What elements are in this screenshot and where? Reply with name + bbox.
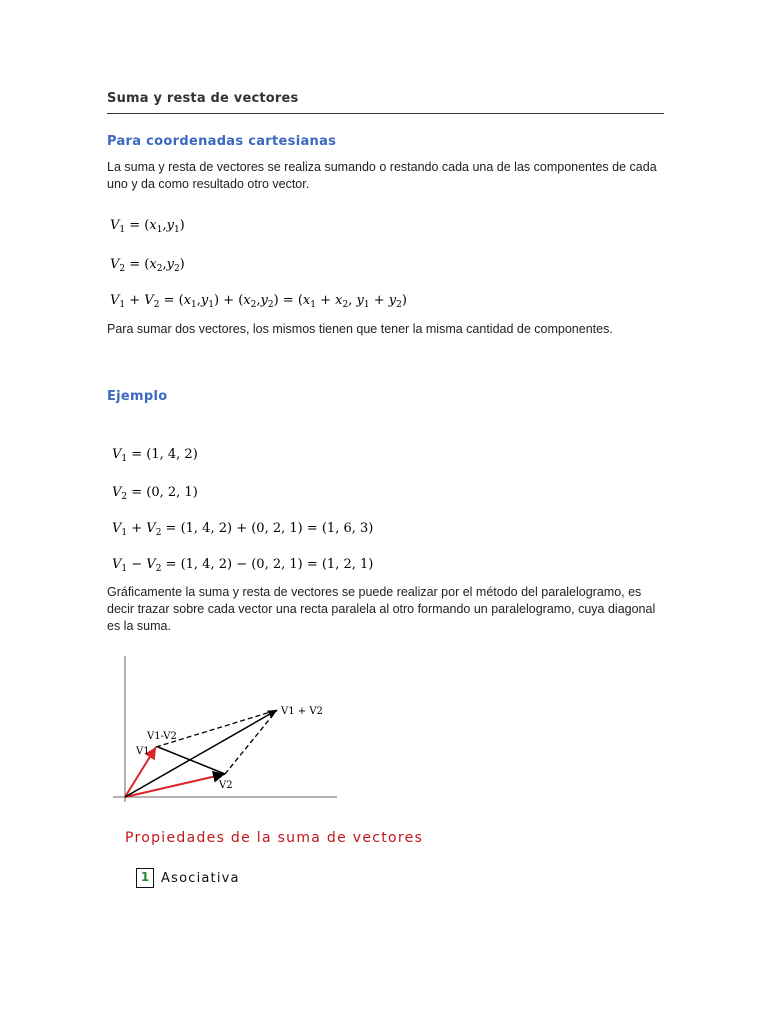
dashed-parallel-v1	[225, 710, 277, 774]
heading-cartesian: Para coordenadas cartesianas	[107, 134, 337, 149]
formula-v1: $V_1 = (x_1,y_1)$	[110, 218, 185, 235]
property-associativa: Asociativa	[161, 871, 240, 886]
vector-v2	[125, 774, 225, 797]
components-note: Para sumar dos vectores, los mismos tienen que tener la misma cantidad de componentes.	[107, 322, 613, 336]
property-number-badge: 1	[136, 868, 154, 888]
example-v1: $V_1 = (1$, 4, 2)	[112, 447, 198, 464]
label-v1-minus-v2: V1-V2	[147, 731, 177, 742]
label-v1: V1	[136, 746, 150, 757]
example-diff: $V_1 - V_2 = (1$, 4, 2) − (0, 2, 1) = (1, 2, 1)	[112, 557, 374, 574]
parallelogram-diagram	[105, 650, 345, 810]
heading-example: Ejemplo	[107, 389, 168, 404]
formula-v2: $V_2 = (x_2,y_2)$	[110, 257, 185, 274]
label-v2: V2	[219, 780, 233, 791]
example-sum: $V_1 + V_2 = (1$, 4, 2) + (0, 2, 1) = (1, 6, 3)	[112, 521, 374, 538]
label-v1-plus-v2: V1 + V2	[281, 706, 323, 717]
example-v2: $V_2 = (0$, 2, 1)	[112, 485, 198, 502]
title-divider	[107, 113, 664, 114]
intro-paragraph: La suma y resta de vectores se realiza sumando o restando cada una de las componentes de cada uno y da como resultado otro vector.	[107, 160, 657, 191]
formula-sum: $V_1 + V_2 = (x_1,y_1) + (x_2,y_2) = (x_1 + x_2$, $y_1 + y_2$)	[110, 293, 407, 310]
vector-difference	[158, 747, 225, 774]
heading-properties: Propiedades de la suma de vectores	[125, 830, 424, 846]
parallelogram-explanation: Gráficamente la suma y resta de vectores se puede realizar por el método del paralelogramo, es decir trazar sobre cada vector una recta paralela al otro formando un paralelogramo, cuya diagonal es la suma.	[107, 585, 656, 633]
page-title: Suma y resta de vectores	[107, 91, 299, 106]
